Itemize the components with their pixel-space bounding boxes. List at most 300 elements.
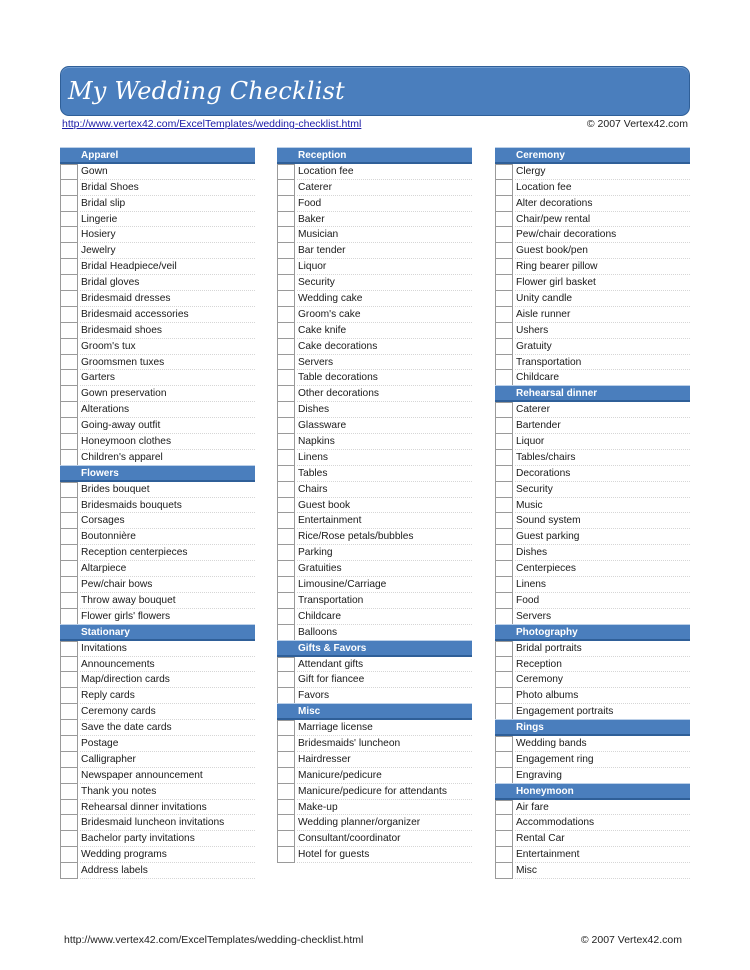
checklist-item-label: Centerpieces <box>516 563 577 575</box>
footer-copyright: © 2007 Vertex42.com <box>580 934 682 946</box>
section-header-stationary <box>60 625 255 641</box>
checklist-item <box>277 482 472 498</box>
checkbox[interactable] <box>60 593 78 609</box>
checklist-item <box>60 291 255 307</box>
checkbox[interactable] <box>60 434 78 450</box>
checkbox[interactable] <box>277 275 295 291</box>
page-title: My Wedding Checklist <box>68 77 345 105</box>
checkbox[interactable] <box>495 418 513 434</box>
checklist-item-label: Flower girls' flowers <box>81 610 171 622</box>
checkbox[interactable] <box>277 593 295 609</box>
checkbox[interactable] <box>495 672 513 688</box>
checklist-item <box>277 339 472 355</box>
checkbox[interactable] <box>495 227 513 243</box>
checkbox[interactable] <box>277 513 295 529</box>
checkbox[interactable] <box>60 768 78 784</box>
checklist-item-label: Groom's tux <box>81 340 136 352</box>
checklist-item-label: Pew/chair bows <box>81 579 153 591</box>
checkbox[interactable] <box>495 482 513 498</box>
checklist-item-label: Make-up <box>298 801 338 813</box>
checklist-item-label: Thank you notes <box>81 785 157 797</box>
checklist-item <box>60 196 255 212</box>
checklist-item-label: Bridal gloves <box>81 277 140 289</box>
checkbox[interactable] <box>60 672 78 688</box>
checklist-item <box>277 784 472 800</box>
checkbox[interactable] <box>495 736 513 752</box>
checkbox[interactable] <box>277 831 295 847</box>
checklist-item-label: Hairdresser <box>298 753 351 765</box>
checkbox[interactable] <box>495 164 513 180</box>
checklist-item-label: Caterer <box>298 181 332 193</box>
checklist-item-label: Food <box>516 594 540 606</box>
checkbox[interactable] <box>60 386 78 402</box>
checklist-item <box>277 164 472 180</box>
checklist-item <box>60 641 255 657</box>
checklist-item-label: Gratuity <box>516 340 552 352</box>
checklist-item-label: Clergy <box>516 165 546 177</box>
checklist-item-label: Corsages <box>81 515 125 527</box>
checklist-column-3 <box>495 148 690 879</box>
checkbox[interactable] <box>495 593 513 609</box>
checkbox[interactable] <box>60 243 78 259</box>
checkbox[interactable] <box>60 418 78 434</box>
checkbox[interactable] <box>277 450 295 466</box>
checklist-item <box>277 275 472 291</box>
checkbox[interactable] <box>277 434 295 450</box>
checklist-item <box>277 355 472 371</box>
checklist-item <box>495 768 690 784</box>
checklist-item <box>60 386 255 402</box>
checkbox[interactable] <box>60 863 78 879</box>
checklist-item <box>60 339 255 355</box>
section-header-rings <box>495 720 690 736</box>
checkbox[interactable] <box>495 212 513 228</box>
checklist-item <box>495 545 690 561</box>
checkbox[interactable] <box>277 386 295 402</box>
checkbox[interactable] <box>277 768 295 784</box>
checklist-item-label: Address labels <box>81 865 148 877</box>
checkbox[interactable] <box>277 847 295 863</box>
section-title: Apparel <box>81 150 119 161</box>
checklist-item <box>495 800 690 816</box>
checklist-item <box>495 577 690 593</box>
checkbox[interactable] <box>277 196 295 212</box>
checkbox[interactable] <box>495 466 513 482</box>
checkbox[interactable] <box>495 180 513 196</box>
checkbox[interactable] <box>277 498 295 514</box>
checklist-item-label: Childcare <box>298 610 342 622</box>
checklist-item <box>60 784 255 800</box>
checkbox[interactable] <box>495 545 513 561</box>
checklist-item <box>60 275 255 291</box>
checkbox[interactable] <box>277 466 295 482</box>
checklist-item <box>495 704 690 720</box>
checkbox[interactable] <box>277 625 295 641</box>
section-header-bar <box>277 704 472 720</box>
checkbox[interactable] <box>277 688 295 704</box>
checkbox[interactable] <box>277 545 295 561</box>
checklist-item <box>277 577 472 593</box>
checklist-item-label: Linens <box>516 579 547 591</box>
checklist-item-label: Music <box>516 499 543 511</box>
checklist-item-label: Bridesmaid luncheon invitations <box>81 817 225 829</box>
checklist-item-label: Alterations <box>81 404 130 416</box>
checkbox[interactable] <box>60 291 78 307</box>
checkbox[interactable] <box>60 227 78 243</box>
checklist-item-label: Throw away bouquet <box>81 594 176 606</box>
checkbox[interactable] <box>495 847 513 863</box>
section-header-bar <box>495 625 690 641</box>
checklist-item <box>495 641 690 657</box>
checkbox[interactable] <box>277 736 295 752</box>
checkbox[interactable] <box>277 212 295 228</box>
checkbox[interactable] <box>495 577 513 593</box>
checklist-item-label: Postage <box>81 737 119 749</box>
checklist-item <box>60 370 255 386</box>
checklist-item-label: Map/direction cards <box>81 674 170 686</box>
checkbox[interactable] <box>495 561 513 577</box>
checkbox[interactable] <box>277 609 295 625</box>
checkbox[interactable] <box>277 720 295 736</box>
checklist-item-label: Entertainment <box>298 515 362 527</box>
checkbox[interactable] <box>495 275 513 291</box>
checklist-item-label: Misc <box>516 865 537 877</box>
checkbox[interactable] <box>277 164 295 180</box>
checkbox[interactable] <box>277 370 295 386</box>
checkbox[interactable] <box>495 291 513 307</box>
checkbox[interactable] <box>495 815 513 831</box>
checkbox[interactable] <box>277 561 295 577</box>
checklist-item-label: Attendant gifts <box>298 658 364 670</box>
checkbox[interactable] <box>277 577 295 593</box>
checklist-item-label: Bridal portraits <box>516 642 582 654</box>
checklist-item-label: Bridesmaid shoes <box>81 324 162 336</box>
checklist-item-label: Gift for fiancee <box>298 674 365 686</box>
checklist-item <box>495 434 690 450</box>
checkbox[interactable] <box>60 657 78 673</box>
checklist-item-label: Dishes <box>298 404 330 416</box>
checklist-item <box>277 418 472 434</box>
checklist-item <box>60 847 255 863</box>
checklist-item <box>60 688 255 704</box>
checkbox[interactable] <box>60 752 78 768</box>
checkbox[interactable] <box>60 847 78 863</box>
checklist-item-label: Reply cards <box>81 690 135 702</box>
checklist-item-label: Bridesmaids bouquets <box>81 499 182 511</box>
checkbox[interactable] <box>60 815 78 831</box>
checklist-item-label: Ceremony <box>516 674 563 686</box>
section-title: Rings <box>516 722 544 734</box>
checklist-item-label: Alter decorations <box>516 197 593 209</box>
section-header-ceremony <box>495 148 690 164</box>
checkbox[interactable] <box>277 657 295 673</box>
checkbox[interactable] <box>60 212 78 228</box>
checkbox[interactable] <box>495 609 513 625</box>
checklist-item-label: Cake decorations <box>298 340 378 352</box>
footer-url: http://www.vertex42.com/ExcelTemplates/wedding-checklist.html <box>64 934 364 946</box>
checkbox[interactable] <box>495 657 513 673</box>
checkbox[interactable] <box>495 355 513 371</box>
section-header-bar <box>60 625 255 641</box>
checklist-item <box>277 227 472 243</box>
checklist-item-label: Announcements <box>81 658 155 670</box>
checkbox[interactable] <box>60 609 78 625</box>
checkbox[interactable] <box>60 180 78 196</box>
checklist-item <box>495 291 690 307</box>
checkbox[interactable] <box>277 418 295 434</box>
checkbox[interactable] <box>60 498 78 514</box>
checklist-item <box>277 259 472 275</box>
checklist-item-label: Guest parking <box>516 531 580 543</box>
checkbox[interactable] <box>60 577 78 593</box>
checklist-item-label: Liquor <box>516 436 545 448</box>
checkbox[interactable] <box>60 275 78 291</box>
checklist-item <box>60 800 255 816</box>
checkbox[interactable] <box>277 752 295 768</box>
row-divider <box>80 878 255 879</box>
checkbox[interactable] <box>60 323 78 339</box>
checklist-item-label: Decorations <box>516 467 571 479</box>
checkbox[interactable] <box>277 672 295 688</box>
checklist-item <box>495 657 690 673</box>
checklist-item-label: Air fare <box>516 801 549 813</box>
checklist-item-label: Altarpiece <box>81 563 127 575</box>
checklist-item-label: Ushers <box>516 324 549 336</box>
row-divider <box>297 862 472 863</box>
checkbox[interactable] <box>60 355 78 371</box>
checklist-item <box>277 370 472 386</box>
checklist-item-label: Garters <box>81 372 115 384</box>
checklist-item-label: Brides bouquet <box>81 483 150 495</box>
checkbox[interactable] <box>60 688 78 704</box>
checkbox[interactable] <box>60 164 78 180</box>
checkbox[interactable] <box>495 863 513 879</box>
checkbox[interactable] <box>495 339 513 355</box>
checklist-item <box>277 498 472 514</box>
checklist-item <box>60 752 255 768</box>
checklist-item <box>495 482 690 498</box>
checklist-item <box>277 212 472 228</box>
checkbox[interactable] <box>60 529 78 545</box>
checklist-item <box>60 498 255 514</box>
checklist-item <box>277 513 472 529</box>
checkbox[interactable] <box>277 784 295 800</box>
checklist-item <box>495 466 690 482</box>
checkbox[interactable] <box>277 291 295 307</box>
checklist-item-label: Bridesmaids' luncheon <box>298 737 401 749</box>
checkbox[interactable] <box>60 196 78 212</box>
checklist-item-label: Engagement ring <box>516 753 594 765</box>
checkbox[interactable] <box>495 704 513 720</box>
checklist-item-label: Aisle runner <box>516 308 571 320</box>
checklist-item-label: Glassware <box>298 420 347 432</box>
checkbox[interactable] <box>277 180 295 196</box>
checklist-item <box>277 688 472 704</box>
section-header-bar <box>277 641 472 657</box>
checkbox[interactable] <box>60 736 78 752</box>
checkbox[interactable] <box>495 688 513 704</box>
checkbox[interactable] <box>495 196 513 212</box>
checklist-item <box>495 752 690 768</box>
template-link[interactable]: http://www.vertex42.com/ExcelTemplates/wedding-checklist.html <box>62 118 362 130</box>
checkbox[interactable] <box>277 529 295 545</box>
section-title: Reception <box>298 150 347 161</box>
checkbox[interactable] <box>277 243 295 259</box>
checkbox[interactable] <box>60 482 78 498</box>
checklist-item-label: Balloons <box>298 626 338 638</box>
checklist-item <box>495 688 690 704</box>
checkbox[interactable] <box>495 243 513 259</box>
checkbox[interactable] <box>277 307 295 323</box>
checkbox[interactable] <box>495 831 513 847</box>
checklist-item <box>277 752 472 768</box>
checklist-item <box>495 672 690 688</box>
checklist-item <box>495 339 690 355</box>
checklist-item <box>277 386 472 402</box>
section-header-honeymoon <box>495 784 690 800</box>
checklist-item <box>277 657 472 673</box>
checkbox[interactable] <box>495 402 513 418</box>
checklist-item <box>60 545 255 561</box>
checklist-item <box>60 482 255 498</box>
checkbox[interactable] <box>277 482 295 498</box>
checkbox[interactable] <box>60 307 78 323</box>
checklist-item-label: Bartender <box>516 420 561 432</box>
checklist-item-label: Sound system <box>516 515 581 527</box>
checklist-item <box>277 545 472 561</box>
checklist-item-label: Chair/pew rental <box>516 213 591 225</box>
checkbox[interactable] <box>495 323 513 339</box>
checkbox[interactable] <box>60 370 78 386</box>
checklist-column-2 <box>277 148 472 863</box>
checklist-item-label: Other decorations <box>298 388 379 400</box>
checkbox[interactable] <box>60 561 78 577</box>
checkbox[interactable] <box>277 323 295 339</box>
checklist-item-label: Gown preservation <box>81 388 167 400</box>
checkbox[interactable] <box>495 641 513 657</box>
checklist-item-label: Engagement portraits <box>516 706 614 718</box>
checkbox[interactable] <box>495 529 513 545</box>
section-header-bar <box>495 720 690 736</box>
checklist-item-label: Bridal slip <box>81 197 126 209</box>
checklist-item <box>277 323 472 339</box>
checkbox[interactable] <box>60 720 78 736</box>
checkbox[interactable] <box>495 450 513 466</box>
checklist-item <box>495 370 690 386</box>
checkbox[interactable] <box>60 704 78 720</box>
section-title: Honeymoon <box>516 785 574 797</box>
checkbox[interactable] <box>277 227 295 243</box>
section-title: Photography <box>516 626 578 638</box>
checklist-item <box>60 355 255 371</box>
checklist-item <box>60 513 255 529</box>
checklist-item-label: Tables <box>298 467 328 479</box>
checklist-item <box>277 625 472 641</box>
checkbox[interactable] <box>60 402 78 418</box>
checklist-item <box>60 593 255 609</box>
checklist-item <box>277 243 472 259</box>
checkbox[interactable] <box>495 768 513 784</box>
checklist-item <box>495 513 690 529</box>
section-header-misc <box>277 704 472 720</box>
checkbox[interactable] <box>277 355 295 371</box>
checklist-item-label: Chairs <box>298 483 328 495</box>
checkbox[interactable] <box>495 752 513 768</box>
checklist-item-label: Transportation <box>298 594 364 606</box>
checkbox[interactable] <box>495 800 513 816</box>
checklist-item-label: Wedding bands <box>516 737 587 749</box>
checkbox[interactable] <box>60 545 78 561</box>
checkbox[interactable] <box>60 259 78 275</box>
section-header-bar <box>277 148 472 164</box>
checklist-item-label: Reception <box>516 658 562 670</box>
checkbox[interactable] <box>60 784 78 800</box>
checklist-item <box>277 466 472 482</box>
checklist-item <box>495 164 690 180</box>
checklist-item <box>277 831 472 847</box>
checkbox[interactable] <box>60 641 78 657</box>
checklist-item <box>60 402 255 418</box>
checklist-item-label: Location fee <box>516 181 572 193</box>
checkbox[interactable] <box>277 402 295 418</box>
checkbox[interactable] <box>495 259 513 275</box>
checklist-item <box>60 736 255 752</box>
checklist-item-label: Save the date cards <box>81 722 172 734</box>
checkbox[interactable] <box>495 434 513 450</box>
checkbox[interactable] <box>277 259 295 275</box>
section-header-reception <box>277 148 472 164</box>
checkbox[interactable] <box>277 800 295 816</box>
checklist-item <box>277 180 472 196</box>
checkbox[interactable] <box>60 339 78 355</box>
checklist-item <box>60 672 255 688</box>
checklist-item-label: Parking <box>298 547 333 559</box>
checkbox[interactable] <box>277 339 295 355</box>
checkbox[interactable] <box>60 831 78 847</box>
checklist-item <box>277 307 472 323</box>
checkbox[interactable] <box>495 498 513 514</box>
checklist-item <box>277 736 472 752</box>
checklist-item-label: Photo albums <box>516 690 579 702</box>
checklist-item-label: Ring bearer pillow <box>516 261 598 273</box>
checklist-item-label: Honeymoon clothes <box>81 436 172 448</box>
checklist-item-label: Rental Car <box>516 833 565 845</box>
checklist-item <box>60 450 255 466</box>
checkbox[interactable] <box>495 307 513 323</box>
checklist-item <box>60 529 255 545</box>
checklist-item <box>495 275 690 291</box>
checklist-item <box>277 450 472 466</box>
checklist-item <box>277 815 472 831</box>
section-header-gifts-favors <box>277 641 472 657</box>
checklist-item-label: Entertainment <box>516 849 580 861</box>
checklist-item-label: Consultant/coordinator <box>298 833 401 845</box>
checkbox[interactable] <box>60 800 78 816</box>
checkbox[interactable] <box>60 513 78 529</box>
checkbox[interactable] <box>495 513 513 529</box>
checkbox[interactable] <box>495 370 513 386</box>
checklist-item <box>277 196 472 212</box>
checklist-item <box>277 593 472 609</box>
checkbox[interactable] <box>60 450 78 466</box>
checklist-item-label: Rehearsal dinner invitations <box>81 801 207 813</box>
section-title: Rehearsal dinner <box>516 388 598 400</box>
checkbox[interactable] <box>277 815 295 831</box>
title-banner <box>60 66 690 116</box>
checklist-item <box>495 307 690 323</box>
checklist-item <box>277 434 472 450</box>
checklist-item <box>60 863 255 879</box>
